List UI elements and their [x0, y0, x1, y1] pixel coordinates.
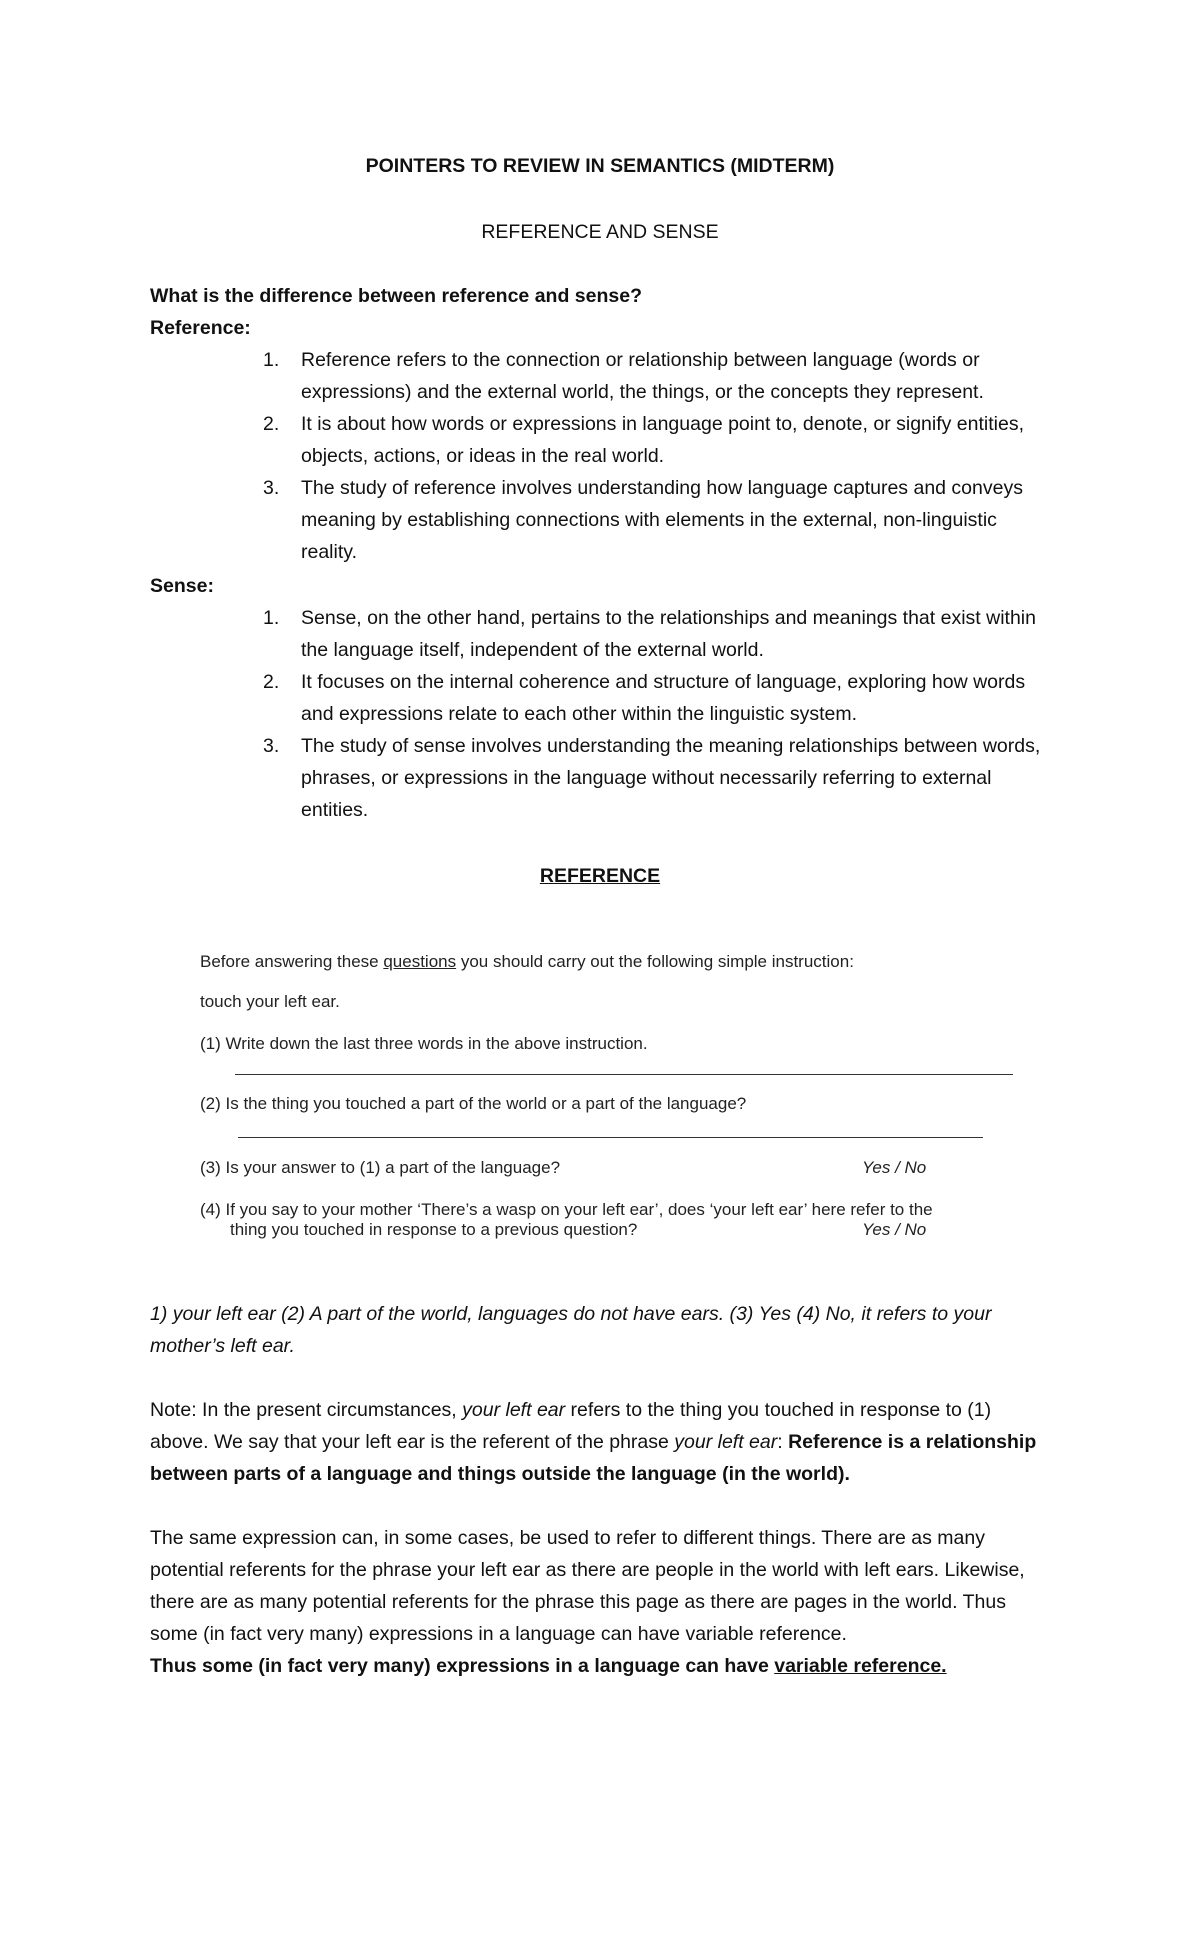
sense-heading: Sense: — [150, 575, 214, 597]
reference-heading: Reference: — [150, 317, 251, 339]
exercise-question-1: (1) Write down the last three words in the above instruction. — [200, 1034, 648, 1053]
yes-no-choice-4: Yes / No — [862, 1220, 927, 1239]
reference-list — [255, 344, 1055, 568]
list-item: 3. The study of reference involves understanding how language captures and conveys meaning by establishing connections with elements in the external, non-linguistic reality. — [263, 477, 1023, 563]
page-title: POINTERS TO REVIEW IN SEMANTICS (MIDTERM) — [365, 155, 835, 177]
answer-line-2 — [238, 1137, 983, 1138]
list-item: 2. It focuses on the internal coherence and structure of language, exploring how words and expressions relate to each other within the linguistic system. — [263, 671, 1026, 725]
exercise-intro: Before answering these questions you should carry out the following simple instruction: — [200, 952, 854, 971]
exercise-question-4-cont: thing you touched in response to a previous question? — [230, 1220, 638, 1239]
section-heading: REFERENCE — [539, 865, 661, 887]
page-subtitle: REFERENCE AND SENSE — [481, 221, 719, 243]
exercise-question-3: (3) Is your answer to (1) a part of the language? — [200, 1158, 561, 1177]
list-item: 1. Sense, on the other hand, pertains to the relationships and meanings that exist within the language itself, independent of the external world. — [263, 607, 1036, 661]
answers-paragraph: 1) your left ear (2) A part of the world, languages do not have ears. (3) Yes (4) No, it refers to your mother’s left ear. — [150, 1303, 992, 1357]
body-paragraph: The same expression can, in some cases, be used to refer to different things. There are as many potential referents for the phrase your left ear as there are people in the world with left ears. Likewise, there are as many potential referents for the phrase this page as there are pages in the world. Thus some (in fact very many) expressions in a language can have variable reference. — [150, 1527, 1025, 1645]
list-item: 3. The study of sense involves understanding the meaning relationships between words, phrases, or expressions in the language without necessarily referring to external entities. — [263, 735, 1041, 821]
exercise-question-2: (2) Is the thing you touched a part of the world or a part of the language? — [200, 1094, 747, 1113]
list-item: 1. Reference refers to the connection or relationship between language (words or expressions) and the external world, the things, or the concepts they represent. — [263, 349, 984, 403]
question-heading: What is the difference between reference and sense? — [150, 285, 642, 307]
exercise-question-4: (4) If you say to your mother ‘There’s a wasp on your left ear’, does ‘your left ear’ here refer to the — [200, 1200, 933, 1219]
note-paragraph: Note: In the present circumstances, your left ear refers to the thing you touched in response to (1) above. We say that your left ear is the referent of the phrase your left ear: Reference is a relationship between parts of a language and things outside the language (in the world). — [150, 1399, 1037, 1485]
sense-list — [255, 602, 1055, 826]
conclusion-line: Thus some (in fact very many) expressions in a language can have variable reference. — [150, 1655, 947, 1677]
exercise-figure — [190, 942, 1050, 1262]
yes-no-choice-3: Yes / No — [862, 1158, 927, 1177]
answer-line-1 — [235, 1074, 1013, 1075]
list-item: 2. It is about how words or expressions in language point to, denote, or signify entities, objects, actions, or ideas in the real world. — [263, 413, 1025, 467]
exercise-instruction: touch your left ear. — [200, 992, 340, 1011]
